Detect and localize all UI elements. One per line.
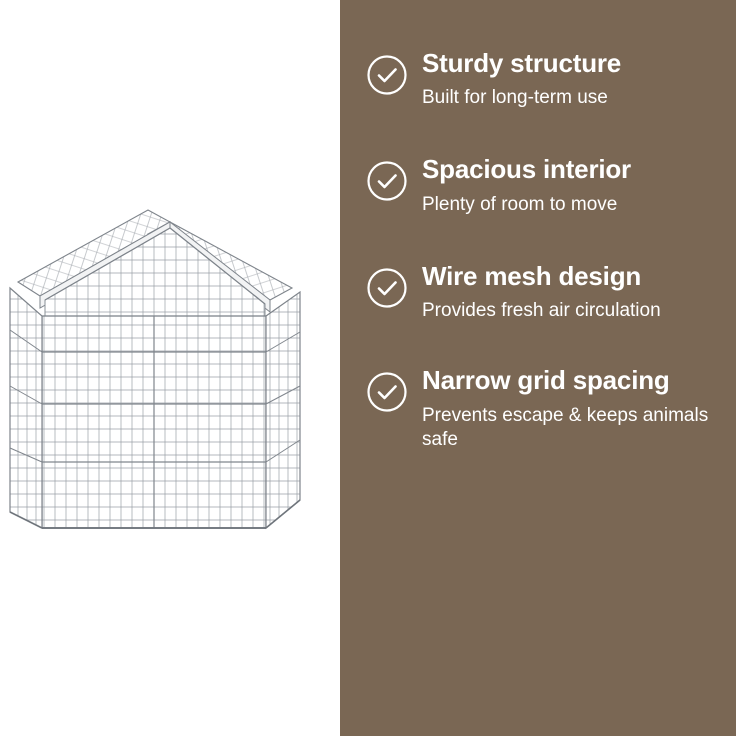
feature-title: Wire mesh design (422, 260, 642, 291)
feature-title: Sturdy structure (422, 48, 622, 78)
feature-text (422, 48, 712, 110)
feature-item (366, 154, 712, 216)
feature-text (422, 365, 712, 452)
feature-item (366, 365, 712, 452)
feature-title: Spacious interior (422, 154, 631, 185)
feature-text (422, 261, 712, 323)
feature-list-pane (340, 0, 736, 736)
check-circle-icon (366, 54, 408, 96)
feature-item (366, 48, 712, 110)
feature-text (422, 154, 712, 216)
feature-description: Prevents escape & keeps animals safe (422, 404, 709, 450)
right-side-panel (266, 292, 300, 528)
left-side-panel (10, 288, 42, 528)
feature-title: Narrow grid spacing (422, 365, 670, 396)
front-mesh-panel (42, 316, 266, 528)
feature-description: Provides fresh air circulation (422, 300, 661, 322)
check-circle-icon (366, 267, 408, 309)
product-illustration (0, 0, 340, 736)
check-circle-icon (366, 160, 408, 202)
feature-item (366, 261, 712, 323)
check-circle-icon (366, 371, 408, 413)
product-image-pane (0, 0, 340, 736)
feature-description: Built for long-term use (422, 87, 608, 109)
feature-description: Plenty of room to move (422, 193, 618, 215)
